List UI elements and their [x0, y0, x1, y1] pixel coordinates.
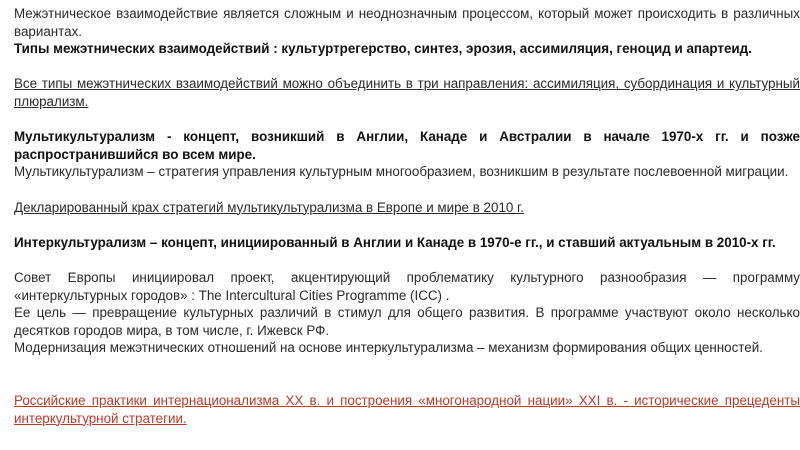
spacer	[14, 111, 800, 129]
directions-paragraph: Все типы межэтнических взаимодействий можно объединить в три направления: ассимиляция, субординация и культурный плюрализм.	[14, 76, 800, 109]
multiculturalism-definition: Мультикультурализм – стратегия управления культурным многообразием, возникшим в результате послевоенной миграции.	[14, 164, 789, 180]
intro-paragraph: Межэтническое взаимодействие является сложным и неоднозначным процессом, который может происходить в различных вариантах.	[14, 6, 800, 39]
interaction-types-paragraph: Типы межэтнических взаимодействий : культуртрегерство, синтез, эрозия, ассимиляция, геноцид и апартеид.	[14, 41, 752, 57]
program-goal-paragraph: Ее цель — превращение культурных различий в стимул для общего развития. В программе участвуют около несколько десятков городов мира, в том числе, г. Ижевск РФ.	[14, 305, 800, 338]
modernization-paragraph: Модернизация межэтнических отношений на основе интеркультурализма – механизм формирования общих ценностей.	[14, 340, 763, 356]
multiculturalism-collapse: Декларированный крах стратегий мультикультурализма в Европе и мире в 2010 г.	[14, 199, 525, 215]
interculturalism-heading: Интеркультурализм – концепт, инициированный в Англии и Канаде в 1970-е гг., и ставший актуальным в 2010-х гг.	[14, 234, 776, 250]
spacer	[14, 216, 800, 234]
multiculturalism-heading: Мультикультурализм - концепт, возникший в Англии, Канаде и Австралии в начале 1970-х гг. и позже распространившийся во всем мире.	[14, 129, 800, 162]
spacer	[14, 374, 800, 392]
intercultural-cities-paragraph: Совет Европы инициировал проект, акцентирующий проблематику культурного разнообразия — программу «интеркультурных городов» : The Intercultural Cities Programme (ICC) .	[14, 269, 800, 303]
slide-text	[14, 5, 800, 427]
russian-practices-paragraph: Российские практики интернационализма XX в. и построения «многонародной нации» XXI в. - исторические прецеденты интеркультурной стратегии.	[14, 393, 800, 426]
